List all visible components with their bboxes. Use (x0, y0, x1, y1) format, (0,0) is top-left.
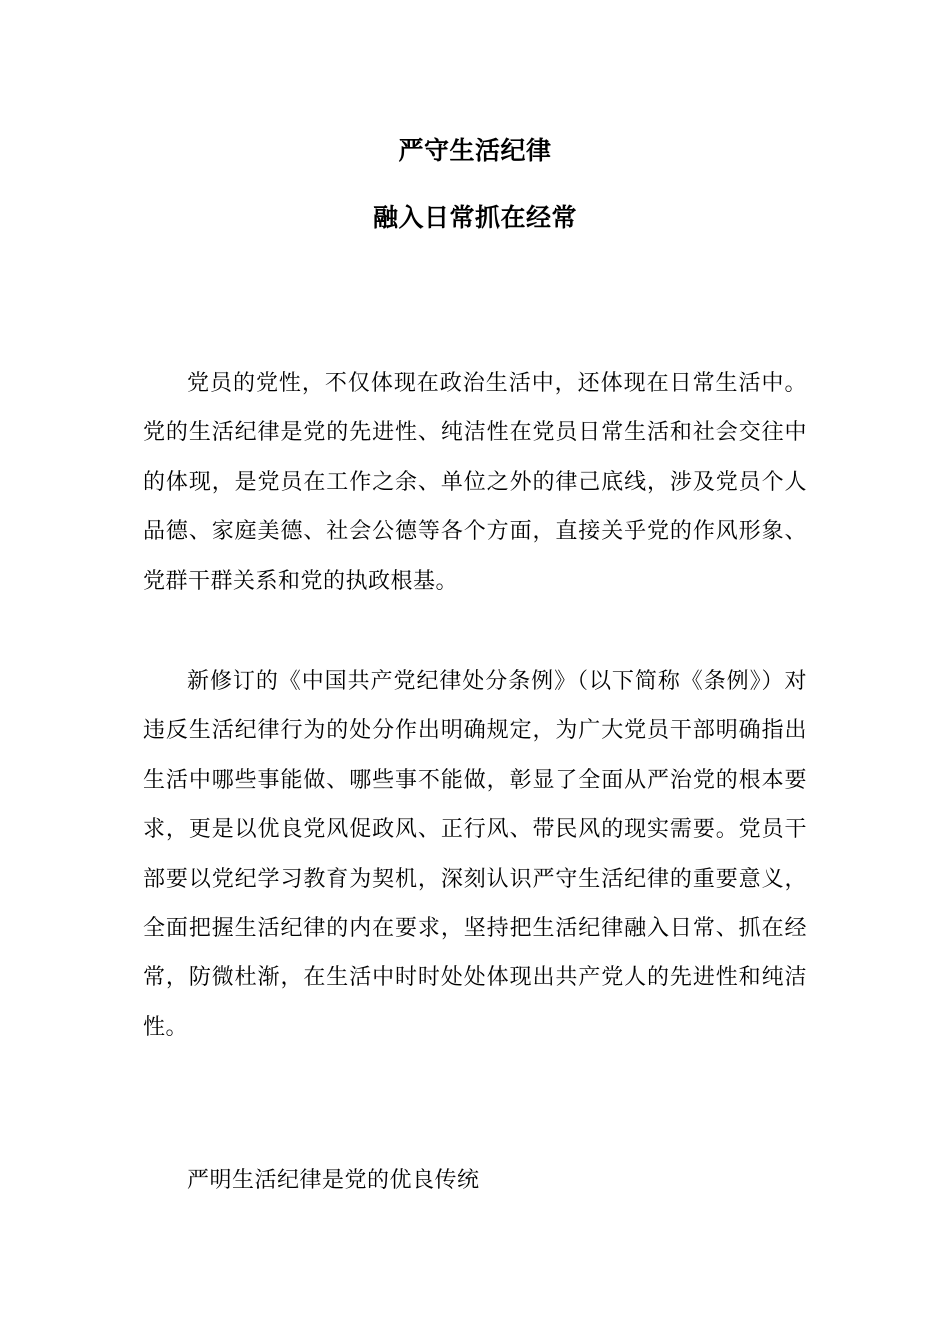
document-title-line2: 融入日常抓在经常 (372, 203, 577, 232)
section-heading: 严明生活纪律是党的优良传统 (187, 1168, 480, 1193)
document-title-line1: 严守生活纪律 (398, 136, 552, 165)
body-paragraph-2: 新修订的《中国共产党纪律处分条例》（以下简称《条例》）对违反生活纪律行为的处分作出明确规定，为广大党员干部明确指出生活中哪些事能做、哪些事不能做，彰显了全面从严治党的根本要求，更是以优良党风促政风、正行风、带民风的现实需要。党员干部要以党纪学习教育为契机，深刻认识严守生活纪律的重要意义，全面把握生活纪律的内在要求，坚持把生活纪律融入日常、抓在经常，防微杜渐，在生活中时时处处体现出共产党人的先进性和纯洁性。 (143, 669, 807, 1040)
body-paragraph-1: 党员的党性，不仅体现在政治生活中，还体现在日常生活中。党的生活纪律是党的先进性、纯洁性在党员日常生活和社会交往中的体现，是党员在工作之余、单位之外的律己底线，涉及党员个人品德、家庭美德、社会公德等各个方面，直接关乎党的作风形象、党群干群关系和党的执政根基。 (143, 371, 807, 594)
